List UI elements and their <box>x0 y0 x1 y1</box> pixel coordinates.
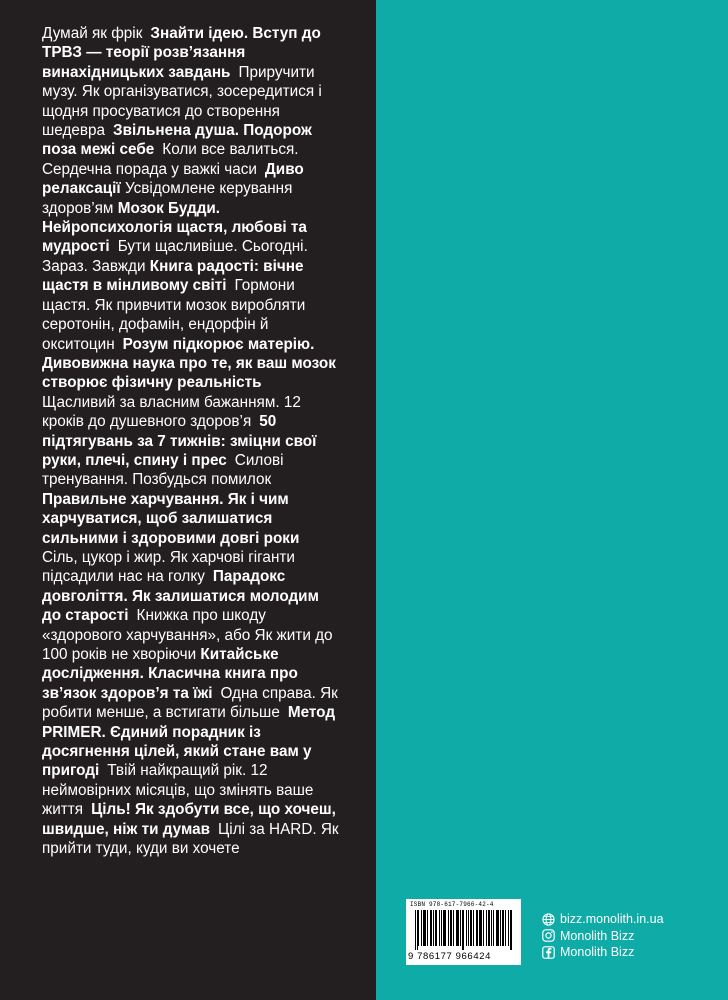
book-list <box>42 24 342 858</box>
barcode-bars <box>415 910 513 950</box>
book-title: Диво релаксації <box>42 160 304 198</box>
book-subtitle: Силові тренування. Позбудься помилок <box>42 451 284 489</box>
book-subtitle: Одна справа. Як робити менше, а встигати більше <box>42 684 338 722</box>
book-subtitle: Як організуватися, зосередитися і щодня просуватися до створення шедевра <box>42 83 322 140</box>
isbn-label: ISBN 978-617-7966-42-4 <box>410 901 494 908</box>
book-subtitle: Цілі за HARD. Як прийти туди, куди ви хочете <box>42 820 339 858</box>
book-subtitle: Знайти ідею. Вступ до ТРВЗ — теорії розв’язання винахідницьких завдань <box>42 25 321 81</box>
facebook-icon <box>542 946 555 959</box>
book-title: Приручити музу. <box>42 63 315 101</box>
book-subtitle: Твій найкращий рік. 12 неймовірних місяців, що змінять ваше життя <box>42 762 314 819</box>
facebook-link[interactable] <box>542 944 664 961</box>
book-title: Книга радості: вічне щастя в мінливому світі <box>42 257 304 295</box>
instagram-icon <box>542 929 555 942</box>
book-subtitle: Гормони щастя. Як привчити мозок виробляти серотонін, дофамін, ендорфін й окситоцин <box>42 277 306 353</box>
book-title: Думай як фрік <box>42 25 143 42</box>
book-title: Правильне харчування. Як і чим харчуватися, щоб залишатися сильними і здоровими довгі роки <box>42 490 300 547</box>
book-title: Парадокс довголіття. Як залишатися молодим до старості <box>42 568 319 625</box>
website-text: bizz.monolith.in.ua <box>560 912 664 927</box>
book-title: Розум підкорює матерію. Дивовижна наука про те, як ваш мозок створює фізичну реальність <box>42 335 336 392</box>
book-title: 50 підтягувань за 7 тижнів: зміцни свої руки, плечі, спину і прес <box>42 413 317 469</box>
book-subtitle: Щасливий за власним бажанням. 12 кроків до душевного здоров’я <box>42 393 301 431</box>
book-title: Китайське дослідження. Класична книга про зв’язок здоров’я та їжі <box>42 646 298 702</box>
book-title: Метод PRIMER. Єдиний порадник із досягнення цілей, який стане вам у пригоді <box>42 704 336 780</box>
book-title: Мозок Будди. Нейропсихологія щастя, любові та мудрості <box>42 199 307 256</box>
book-title: Ціль! Як здобути все, що хочеш, швидше, ніж ти думав <box>42 801 336 838</box>
instagram-text: Monolith Bizz <box>560 928 635 943</box>
book-subtitle: Усвідомлене керування здоров’ям <box>42 180 293 217</box>
website-link[interactable] <box>542 911 664 928</box>
barcode <box>406 899 521 965</box>
book-subtitle: Бути щасливіше. Сьогодні. Зараз. Завжди <box>42 238 308 275</box>
facebook-text: Monolith Bizz <box>560 945 635 960</box>
barcode-digits: 9 786177 966424 <box>408 951 491 962</box>
instagram-link[interactable] <box>542 928 664 945</box>
right-panel <box>376 0 728 1000</box>
book-subtitle: Коли все валиться. Сердечна порада у важкі часи <box>42 141 299 178</box>
contacts <box>542 911 664 961</box>
book-subtitle: Сіль, цукор і жир. Як харчові гіганти підсадили нас на голку <box>42 548 295 586</box>
globe-icon <box>542 913 555 926</box>
book-subtitle: Книжка про шкоду «здорового харчування», або Як жити до 100 років не хворіючи <box>42 607 333 663</box>
book-title: Звільнена душа. Подорож поза межі себе <box>42 122 312 159</box>
